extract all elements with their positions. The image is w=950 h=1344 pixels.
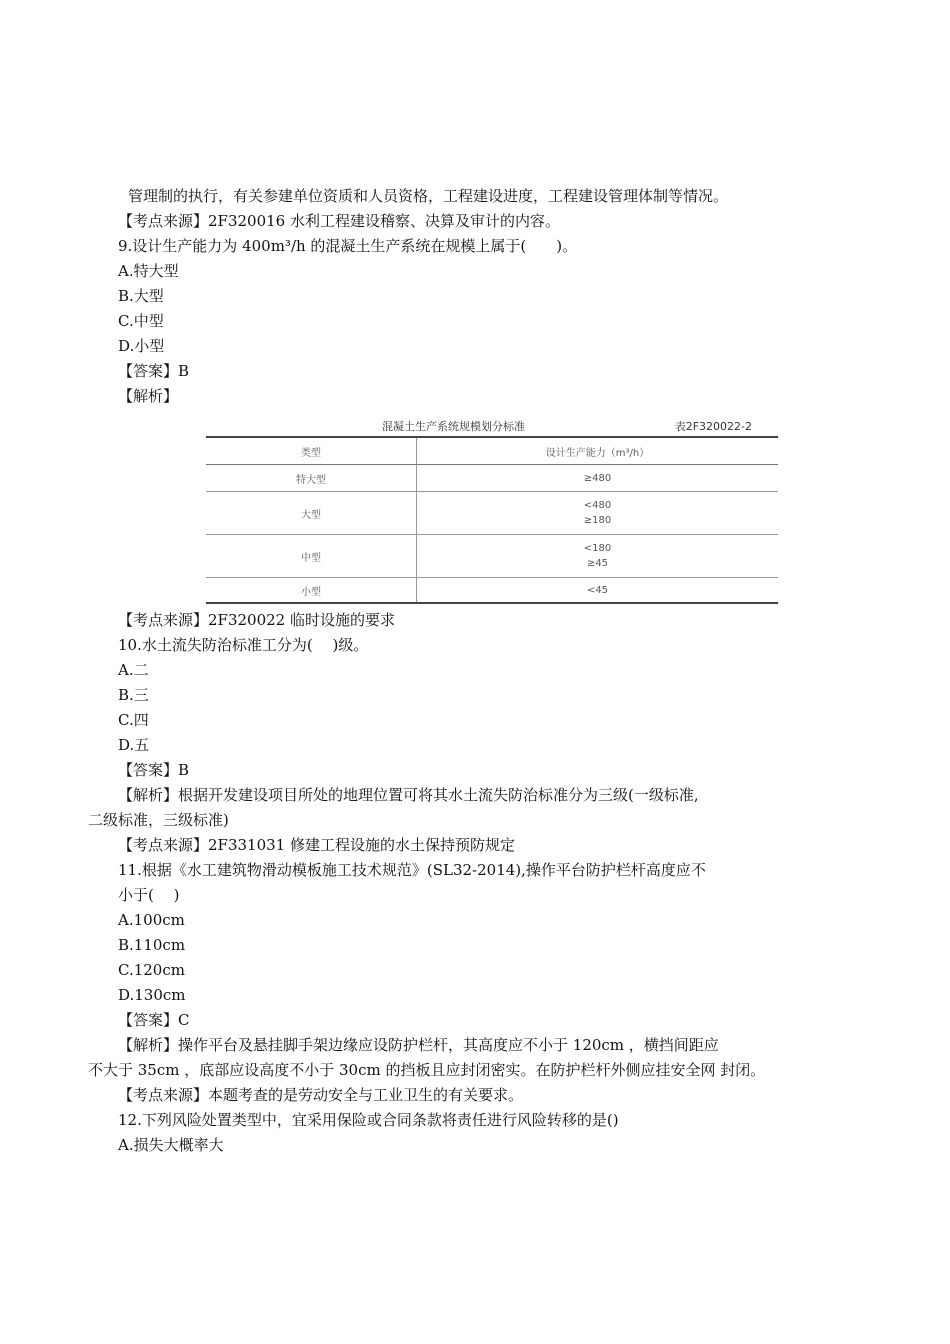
option-d: D.五 bbox=[118, 736, 150, 754]
table-row bbox=[206, 535, 778, 578]
table-cell-capacity: ≥480 bbox=[417, 465, 779, 492]
standard-table bbox=[206, 436, 778, 604]
table-header: 类型 bbox=[206, 437, 417, 465]
question-12: 12.下列风险处置类型中，宜采用保险或合同条款将责任进行风险转移的是() bbox=[118, 1111, 619, 1129]
table-cell-capacity: <480 ≥180 bbox=[417, 492, 779, 535]
analysis-continuation: 二级标准，三级标准) bbox=[88, 811, 229, 829]
option-c: C.中型 bbox=[118, 312, 164, 330]
text-line: 管理制的执行，有关参建单位资质和人员资格，工程建设进度，工程建设管理体制等情况。 bbox=[128, 187, 729, 205]
option-a: A.100cm bbox=[118, 911, 185, 929]
option-b: B.三 bbox=[118, 686, 149, 704]
option-a: A.二 bbox=[118, 661, 149, 679]
table-row bbox=[206, 492, 778, 535]
option-d: D.130cm bbox=[118, 986, 186, 1004]
option-b: B.110cm bbox=[118, 936, 186, 954]
table-cell-type: 中型 bbox=[206, 535, 417, 578]
table-cell-capacity: <180 ≥45 bbox=[417, 535, 779, 578]
question-10: 10.水土流失防治标准工分为( )级。 bbox=[118, 636, 369, 654]
source-line: 【考点来源】本题考查的是劳动安全与工业卫生的有关要求。 bbox=[118, 1086, 524, 1104]
table-cell-type: 大型 bbox=[206, 492, 417, 535]
question-9: 9.设计生产能力为 400m³/h 的混凝土生产系统在规模上属于( )。 bbox=[118, 237, 578, 255]
table-number: 表2F320022-2 bbox=[674, 420, 752, 433]
table-row bbox=[206, 465, 778, 492]
source-line: 【考点来源】2F320016 水利工程建设稽察、决算及审计的内容。 bbox=[118, 212, 560, 230]
analysis-line: 【解析】根据开发建设项目所处的地理位置可将其水土流失防治标准分为三级(一级标准, bbox=[118, 786, 699, 804]
option-c: C.120cm bbox=[118, 961, 185, 979]
standard-table-figure bbox=[206, 414, 778, 604]
option-d: D.小型 bbox=[118, 337, 165, 355]
option-c: C.四 bbox=[118, 711, 149, 729]
option-b: B.大型 bbox=[118, 287, 164, 305]
answer-line: 【答案】B bbox=[118, 362, 190, 380]
table-cell-type: 小型 bbox=[206, 578, 417, 604]
table-header: 设计生产能力（m³/h） bbox=[417, 437, 779, 465]
table-cell-capacity: <45 bbox=[417, 578, 779, 604]
analysis-line: 【解析】 bbox=[118, 387, 179, 405]
option-a: A.损失大概率大 bbox=[118, 1136, 224, 1154]
table-row bbox=[206, 578, 778, 604]
source-line: 【考点来源】2F320022 临时设施的要求 bbox=[118, 611, 395, 629]
analysis-continuation: 不大于 35cm ，底部应设高度不小于 30cm 的挡板且应封闭密实。在防护栏杆外侧应挂安全网 封闭。 bbox=[88, 1061, 766, 1079]
table-title: 混凝土生产系统规模划分标准 bbox=[382, 420, 525, 433]
analysis-line: 【解析】操作平台及悬挂脚手架边缘应设防护栏杆，其高度应不小于 120cm ，横挡间距应 bbox=[118, 1036, 719, 1054]
question-11-continuation: 小于( ) bbox=[118, 886, 180, 904]
question-11: 11.根据《水工建筑物滑动模板施工技术规范》(SL32-2014),操作平台防护栏杆高度应不 bbox=[118, 861, 706, 879]
table-cell-type: 特大型 bbox=[206, 465, 417, 492]
answer-line: 【答案】C bbox=[118, 1011, 190, 1029]
source-line: 【考点来源】2F331031 修建工程设施的水土保持预防规定 bbox=[118, 836, 515, 854]
answer-line: 【答案】B bbox=[118, 761, 190, 779]
option-a: A.特大型 bbox=[118, 262, 179, 280]
